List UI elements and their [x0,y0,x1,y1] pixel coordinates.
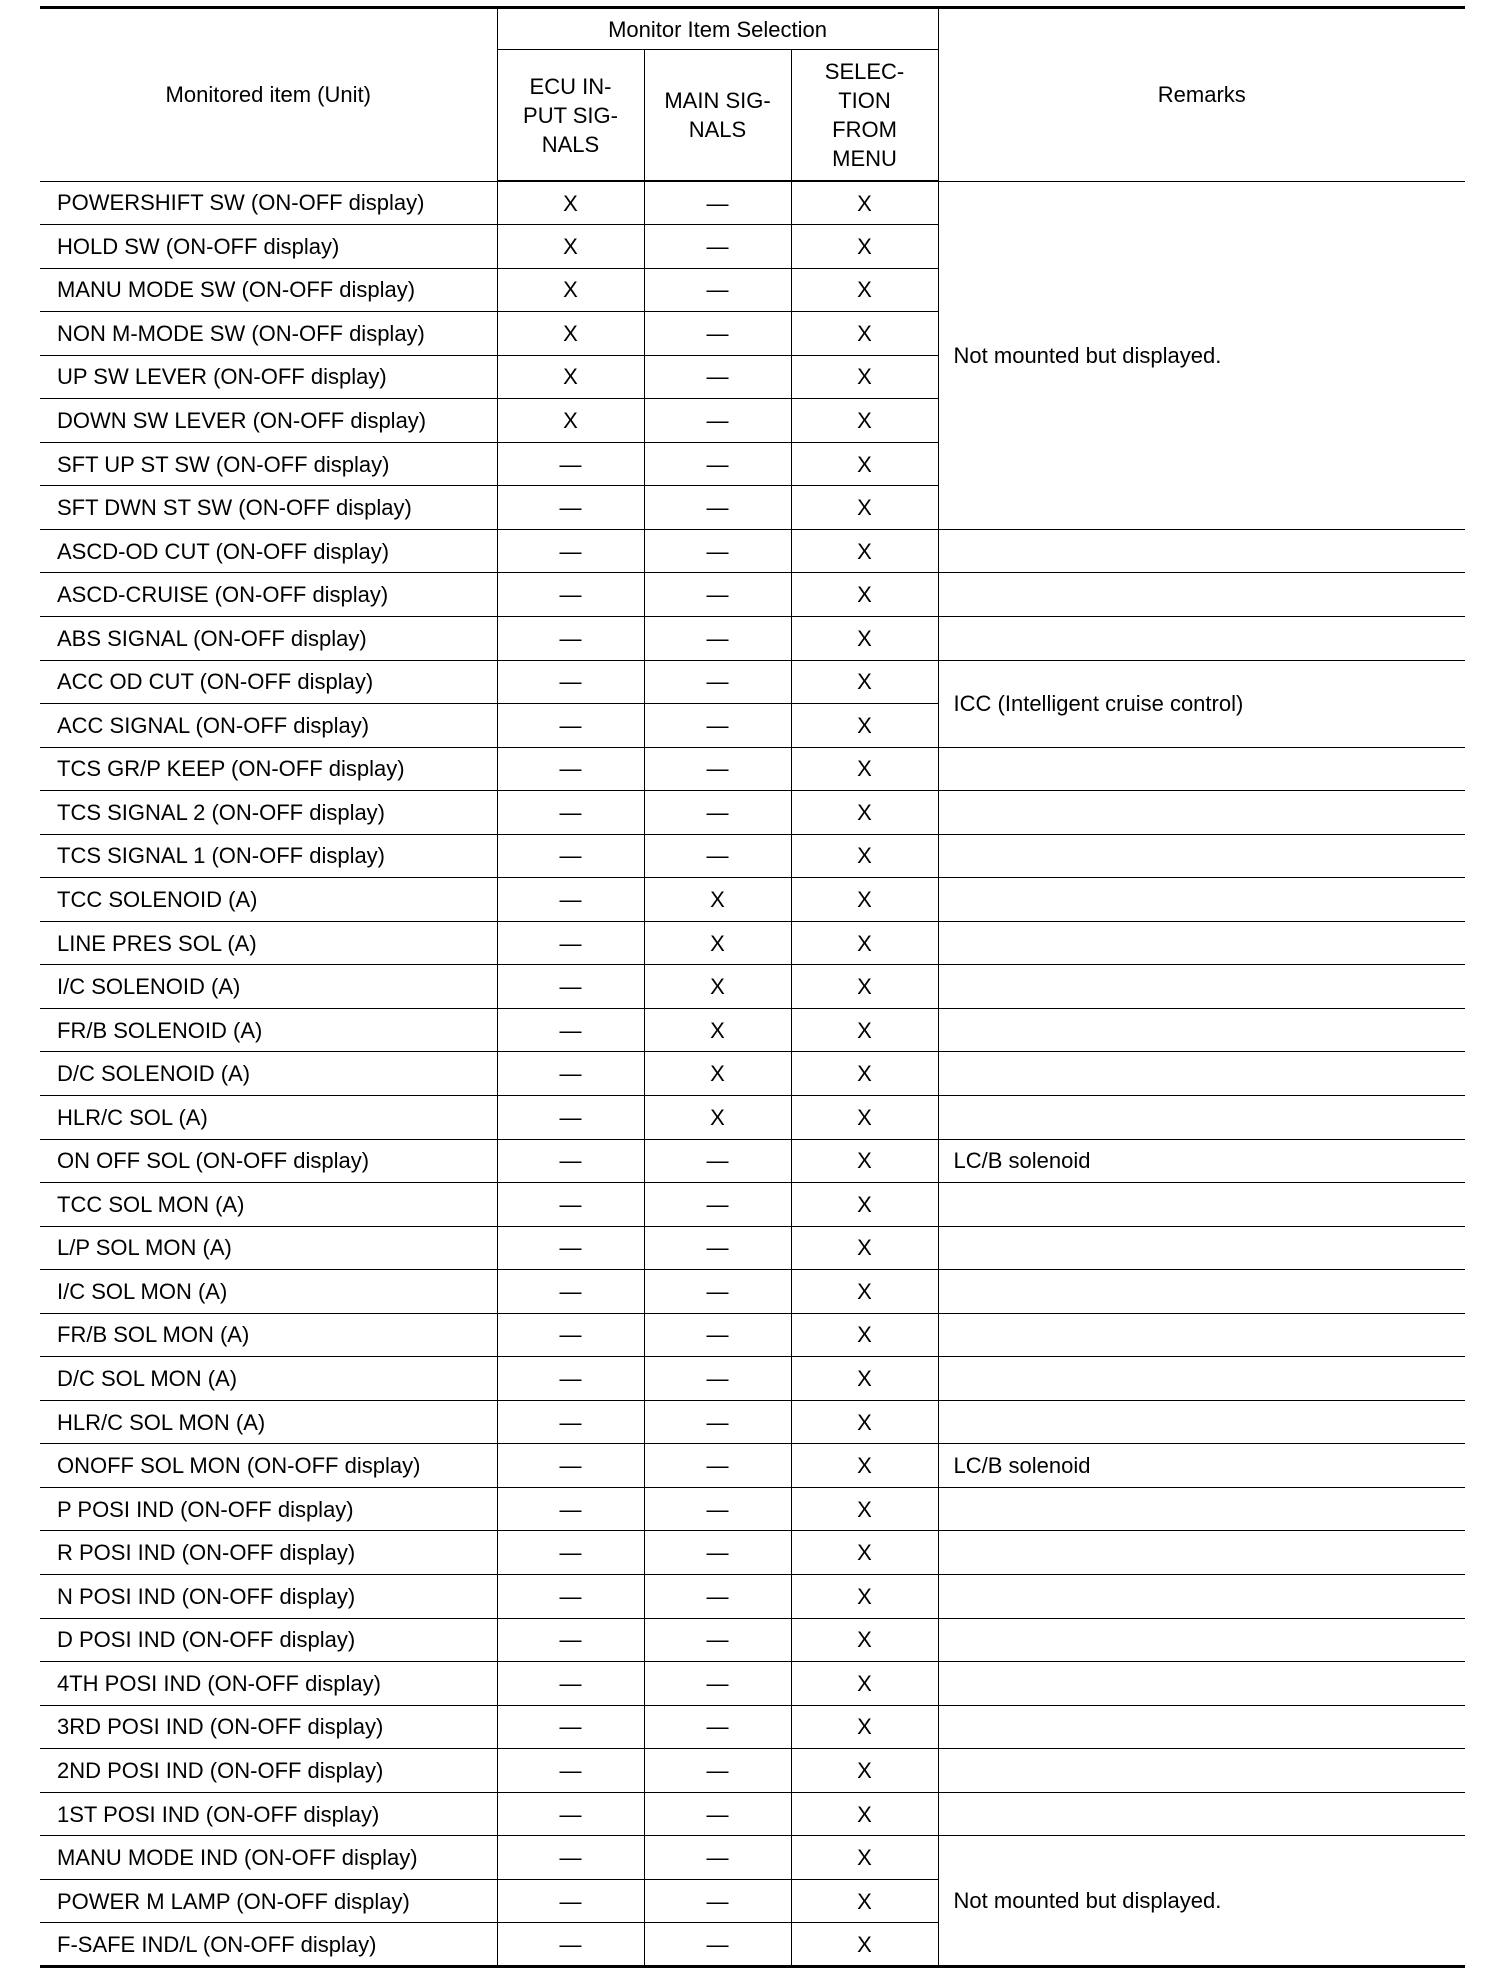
ecu-input-signals-cell: — [497,1792,644,1836]
remarks-cell [938,1357,1465,1401]
ecu-input-signals-cell: — [497,1052,644,1096]
monitored-item-cell: UP SW LEVER (ON-OFF display) [40,355,497,399]
header-ecu-input-signals: ECU IN- PUT SIG- NALS [497,50,644,182]
table-row [40,1662,1465,1706]
main-signals-cell: — [644,1792,791,1836]
monitored-item-cell: ACC SIGNAL (ON-OFF display) [40,704,497,748]
selection-from-menu-cell: X [791,616,938,660]
ecu-input-signals-cell: — [497,442,644,486]
table-row [40,878,1465,922]
selection-from-menu-cell: X [791,1139,938,1183]
ecu-input-signals-cell: — [497,486,644,530]
remarks-cell [938,1270,1465,1314]
ecu-input-signals-cell: — [497,1879,644,1923]
selection-from-menu-cell: X [791,1575,938,1619]
table-row [40,1531,1465,1575]
remarks-cell [938,921,1465,965]
ecu-input-signals-cell: — [497,1400,644,1444]
monitored-item-cell: I/C SOL MON (A) [40,1270,497,1314]
main-signals-cell: — [644,1487,791,1531]
main-signals-cell: — [644,1270,791,1314]
table-row [40,1444,1465,1488]
table-row [40,1618,1465,1662]
main-signals-cell: — [644,1749,791,1793]
monitored-item-cell: MANU MODE IND (ON-OFF display) [40,1836,497,1880]
remarks-cell [938,1749,1465,1793]
table-row [40,1357,1465,1401]
selection-from-menu-cell: X [791,1095,938,1139]
ecu-input-signals-cell: — [497,1444,644,1488]
table-row [40,1052,1465,1096]
main-signals-cell: — [644,312,791,356]
monitored-item-cell: POWER M LAMP (ON-OFF display) [40,1879,497,1923]
main-signals-cell: X [644,921,791,965]
header-selection-from-menu: SELEC- TION FROM MENU [791,50,938,182]
header-main-signals: MAIN SIG- NALS [644,50,791,182]
selection-from-menu-cell: X [791,878,938,922]
selection-from-menu-cell: X [791,1052,938,1096]
remarks-cell [938,616,1465,660]
monitored-item-cell: ONOFF SOL MON (ON-OFF display) [40,1444,497,1488]
ecu-input-signals-cell: — [497,1618,644,1662]
table-row [40,1139,1465,1183]
main-signals-cell: — [644,529,791,573]
selection-from-menu-cell: X [791,1879,938,1923]
monitored-item-cell: 3RD POSI IND (ON-OFF display) [40,1705,497,1749]
ecu-input-signals-cell: — [497,1923,644,1967]
selection-from-menu-cell: X [791,355,938,399]
remarks-cell [938,1008,1465,1052]
header-monitored-item: Monitored item (Unit) [40,8,497,182]
main-signals-cell: — [644,573,791,617]
table-row [40,573,1465,617]
main-signals-cell: — [644,355,791,399]
selection-from-menu-cell: X [791,1487,938,1531]
ecu-input-signals-cell: — [497,704,644,748]
monitored-item-cell: TCS SIGNAL 2 (ON-OFF display) [40,791,497,835]
selection-from-menu-cell: X [791,1923,938,1967]
remarks-cell [938,1400,1465,1444]
ecu-input-signals-cell: — [497,1008,644,1052]
main-signals-cell: — [644,1705,791,1749]
main-signals-cell: — [644,1879,791,1923]
remarks-cell [938,529,1465,573]
remarks-cell [938,1618,1465,1662]
table-row [40,1792,1465,1836]
selection-from-menu-cell: X [791,442,938,486]
table-row [40,1008,1465,1052]
selection-from-menu-cell: X [791,1662,938,1706]
main-signals-cell: — [644,442,791,486]
monitored-item-cell: I/C SOLENOID (A) [40,965,497,1009]
remarks-cell [938,1313,1465,1357]
header-remarks: Remarks [938,8,1465,182]
ecu-input-signals-cell: — [497,573,644,617]
main-signals-cell: — [644,1357,791,1401]
table-row [40,1400,1465,1444]
selection-from-menu-cell: X [791,1008,938,1052]
main-signals-cell: — [644,399,791,443]
main-signals-cell: — [644,791,791,835]
monitored-item-cell: N POSI IND (ON-OFF display) [40,1575,497,1619]
ecu-input-signals-cell: X [497,268,644,312]
table-row [40,1836,1465,1880]
monitored-item-cell: ACC OD CUT (ON-OFF display) [40,660,497,704]
selection-from-menu-cell: X [791,1836,938,1880]
ecu-input-signals-cell: — [497,1270,644,1314]
selection-from-menu-cell: X [791,529,938,573]
ecu-input-signals-cell: — [497,616,644,660]
table-row [40,1226,1465,1270]
monitored-item-cell: SFT UP ST SW (ON-OFF display) [40,442,497,486]
remarks-cell [938,1575,1465,1619]
table-row [40,791,1465,835]
selection-from-menu-cell: X [791,965,938,1009]
selection-from-menu-cell: X [791,1749,938,1793]
ecu-input-signals-cell: — [497,1139,644,1183]
remarks-cell [938,1183,1465,1227]
monitor-item-table [40,6,1465,1968]
monitored-item-cell: ABS SIGNAL (ON-OFF display) [40,616,497,660]
ecu-input-signals-cell: — [497,1487,644,1531]
selection-from-menu-cell: X [791,704,938,748]
main-signals-cell: — [644,1923,791,1967]
ecu-input-signals-cell: — [497,921,644,965]
monitored-item-cell: 1ST POSI IND (ON-OFF display) [40,1792,497,1836]
main-signals-cell: — [644,1183,791,1227]
monitored-item-cell: 4TH POSI IND (ON-OFF display) [40,1662,497,1706]
monitored-item-cell: ASCD-CRUISE (ON-OFF display) [40,573,497,617]
main-signals-cell: — [644,616,791,660]
ecu-input-signals-cell: — [497,1749,644,1793]
main-signals-cell: — [644,1226,791,1270]
ecu-input-signals-cell: — [497,1575,644,1619]
main-signals-cell: — [644,225,791,269]
selection-from-menu-cell: X [791,399,938,443]
main-signals-cell: — [644,660,791,704]
ecu-input-signals-cell: — [497,1836,644,1880]
monitored-item-cell: MANU MODE SW (ON-OFF display) [40,268,497,312]
remarks-cell [938,747,1465,791]
ecu-input-signals-cell: — [497,1662,644,1706]
selection-from-menu-cell: X [791,486,938,530]
selection-from-menu-cell: X [791,1618,938,1662]
main-signals-cell: — [644,268,791,312]
main-signals-cell: — [644,1444,791,1488]
monitored-item-cell: TCS GR/P KEEP (ON-OFF display) [40,747,497,791]
ecu-input-signals-cell: — [497,1183,644,1227]
main-signals-cell: — [644,1618,791,1662]
monitored-item-cell: DOWN SW LEVER (ON-OFF display) [40,399,497,443]
selection-from-menu-cell: X [791,921,938,965]
monitored-item-cell: L/P SOL MON (A) [40,1226,497,1270]
table-row [40,1270,1465,1314]
remarks-cell [938,573,1465,617]
main-signals-cell: — [644,1575,791,1619]
monitored-item-cell: D/C SOL MON (A) [40,1357,497,1401]
selection-from-menu-cell: X [791,312,938,356]
selection-from-menu-cell: X [791,1531,938,1575]
monitored-item-cell: FR/B SOLENOID (A) [40,1008,497,1052]
selection-from-menu-cell: X [791,1444,938,1488]
monitored-item-cell: P POSI IND (ON-OFF display) [40,1487,497,1531]
monitored-item-cell: TCC SOLENOID (A) [40,878,497,922]
main-signals-cell: — [644,1313,791,1357]
monitored-item-cell: ON OFF SOL (ON-OFF display) [40,1139,497,1183]
ecu-input-signals-cell: X [497,312,644,356]
selection-from-menu-cell: X [791,1705,938,1749]
ecu-input-signals-cell: — [497,1705,644,1749]
table-body [40,181,1465,1966]
remarks-cell [938,1705,1465,1749]
table-row [40,1749,1465,1793]
monitored-item-cell: LINE PRES SOL (A) [40,921,497,965]
table-row [40,834,1465,878]
main-signals-cell: X [644,1095,791,1139]
selection-from-menu-cell: X [791,1792,938,1836]
table-row [40,616,1465,660]
main-signals-cell: — [644,486,791,530]
remarks-cell: LC/B solenoid [938,1139,1465,1183]
monitored-item-cell: D POSI IND (ON-OFF display) [40,1618,497,1662]
table-row [40,181,1465,225]
main-signals-cell: X [644,878,791,922]
table-row [40,1313,1465,1357]
main-signals-cell: — [644,834,791,878]
main-signals-cell: — [644,1662,791,1706]
monitored-item-cell: D/C SOLENOID (A) [40,1052,497,1096]
remarks-cell [938,1662,1465,1706]
monitored-item-cell: 2ND POSI IND (ON-OFF display) [40,1749,497,1793]
ecu-input-signals-cell: — [497,1357,644,1401]
ecu-input-signals-cell: — [497,1226,644,1270]
monitored-item-cell: TCC SOL MON (A) [40,1183,497,1227]
remarks-cell [938,878,1465,922]
main-signals-cell: — [644,181,791,225]
remarks-cell [938,1487,1465,1531]
remarks-cell [938,834,1465,878]
table-row [40,1095,1465,1139]
remarks-cell [938,1792,1465,1836]
selection-from-menu-cell: X [791,660,938,704]
ecu-input-signals-cell: — [497,1313,644,1357]
remarks-cell: Not mounted but displayed. [938,1836,1465,1967]
monitored-item-cell: HLR/C SOL MON (A) [40,1400,497,1444]
table-row [40,921,1465,965]
remarks-cell: ICC (Intelligent cruise control) [938,660,1465,747]
ecu-input-signals-cell: — [497,1095,644,1139]
main-signals-cell: — [644,1139,791,1183]
main-signals-cell: — [644,747,791,791]
monitored-item-cell: TCS SIGNAL 1 (ON-OFF display) [40,834,497,878]
monitored-item-cell: ASCD-OD CUT (ON-OFF display) [40,529,497,573]
monitored-item-cell: R POSI IND (ON-OFF display) [40,1531,497,1575]
table-row [40,1487,1465,1531]
remarks-cell [938,1095,1465,1139]
ecu-input-signals-cell: — [497,529,644,573]
main-signals-cell: — [644,1400,791,1444]
selection-from-menu-cell: X [791,1400,938,1444]
table-row [40,1705,1465,1749]
monitored-item-cell: POWERSHIFT SW (ON-OFF display) [40,181,497,225]
selection-from-menu-cell: X [791,181,938,225]
ecu-input-signals-cell: X [497,355,644,399]
ecu-input-signals-cell: — [497,1531,644,1575]
table-row [40,1575,1465,1619]
selection-from-menu-cell: X [791,834,938,878]
main-signals-cell: X [644,965,791,1009]
selection-from-menu-cell: X [791,225,938,269]
ecu-input-signals-cell: — [497,878,644,922]
ecu-input-signals-cell: — [497,747,644,791]
main-signals-cell: X [644,1052,791,1096]
selection-from-menu-cell: X [791,1357,938,1401]
table-row [40,965,1465,1009]
monitored-item-cell: HOLD SW (ON-OFF display) [40,225,497,269]
selection-from-menu-cell: X [791,747,938,791]
remarks-cell: Not mounted but displayed. [938,181,1465,529]
selection-from-menu-cell: X [791,1270,938,1314]
selection-from-menu-cell: X [791,1226,938,1270]
main-signals-cell: — [644,704,791,748]
ecu-input-signals-cell: — [497,834,644,878]
remarks-cell: LC/B solenoid [938,1444,1465,1488]
monitored-item-cell: F-SAFE IND/L (ON-OFF display) [40,1923,497,1967]
monitored-item-cell: FR/B SOL MON (A) [40,1313,497,1357]
selection-from-menu-cell: X [791,268,938,312]
selection-from-menu-cell: X [791,573,938,617]
ecu-input-signals-cell: X [497,225,644,269]
main-signals-cell: X [644,1008,791,1052]
remarks-cell [938,1052,1465,1096]
remarks-cell [938,791,1465,835]
table-row [40,529,1465,573]
main-signals-cell: — [644,1531,791,1575]
remarks-cell [938,1531,1465,1575]
ecu-input-signals-cell: — [497,791,644,835]
ecu-input-signals-cell: — [497,965,644,1009]
monitored-item-cell: HLR/C SOL (A) [40,1095,497,1139]
ecu-input-signals-cell: X [497,399,644,443]
table-row [40,1183,1465,1227]
ecu-input-signals-cell: X [497,181,644,225]
ecu-input-signals-cell: — [497,660,644,704]
header-monitor-item-selection: Monitor Item Selection [497,8,938,50]
monitored-item-cell: NON M-MODE SW (ON-OFF display) [40,312,497,356]
main-signals-cell: — [644,1836,791,1880]
selection-from-menu-cell: X [791,1313,938,1357]
selection-from-menu-cell: X [791,1183,938,1227]
monitored-item-cell: SFT DWN ST SW (ON-OFF display) [40,486,497,530]
table-row [40,747,1465,791]
remarks-cell [938,1226,1465,1270]
selection-from-menu-cell: X [791,791,938,835]
table-row [40,660,1465,704]
remarks-cell [938,965,1465,1009]
